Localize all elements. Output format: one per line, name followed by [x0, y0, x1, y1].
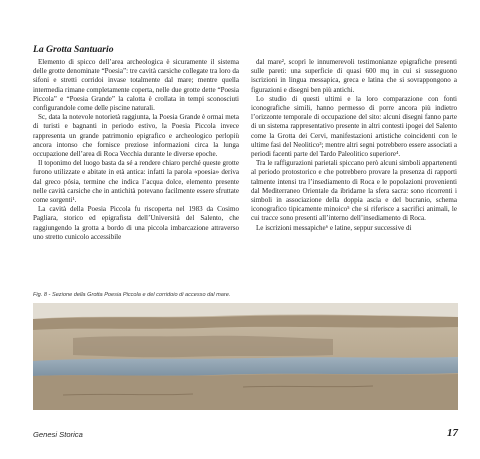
- page-number: 17: [447, 427, 458, 439]
- paragraph: Tra le raffigurazioni parietali spiccano però alcuni simboli appartenenti al periodo protostorico e che potrebbero provare la presenza di rapporti talmente intensi tra l’insediamento di Roca e le popolazioni provenienti dal Mediterraneo Orientale da ibridarne la sfera sacra: sono ricorrenti i simboli in associazione della doppia ascia e del bucranio, schema iconografico tipicamente minoico⁵ che si riferisce a sacrifici animali, le cui tracce sono presenti all’interno dell’insediamento di Roca.: [251, 159, 457, 223]
- right-column: [251, 58, 457, 233]
- journal-name: Genesi Storica: [33, 430, 83, 439]
- paragraph: Il toponimo del luogo basta da sé a rendere chiaro perché queste grotte furono utilizzate e abitate in età antica: infatti la parola «poesia» deriva dal greco pósia, termine che indica l’acqua dolce, elemento presente nelle cavità carsiche che in antichità potevano facilmente essere sfruttate come sorgenti¹.: [33, 159, 239, 205]
- paragraph: Elemento di spicco dell’area archeologica è sicuramente il sistema delle grotte denominate “Poesia”: tre cavità carsiche collegate tra loro da sifoni e stretti corridoi invase totalmente dal mare; mentre quella intermedia rimane completamente coperta, nelle due grotte dette “Poesia Piccola” e “Poesia Grande” la calotta è crollata in tempi sconosciuti configurandole come delle piscine naturali.: [33, 58, 239, 113]
- paragraph: Le iscrizioni messapiche⁶ e latine, seppur successive di: [256, 223, 412, 232]
- paragraph: La cavità della Poesia Piccola fu riscoperta nel 1983 da Cosimo Pagliara, storico ed epigrafista dell’Università del Salento, che raggiungendo la grotta a bordo di una piccola imbarcazione attraverso uno stretto cunicolo accessibile: [33, 205, 239, 241]
- water-channel: [33, 357, 458, 376]
- cave-section-image: [33, 303, 458, 410]
- paragraph: Lo studio di questi ultimi e la loro comparazione con fonti iconografiche simili, hanno permesso di porre ancora più indietro l’orizzonte temporale di occupazione del sito: alcuni disegni fanno parte di un sistema rappresentativo presente in altri contesti ipogei del Salento come la Grotta dei Cervi, manifestazioni artistiche coincidenti con le ultime fasi del Neolitico³; mentre altri segni potrebbero essere associati a periodi facenti parte del Tardo Paleolitico superiore⁴.: [251, 94, 457, 159]
- rock-crack: [243, 386, 373, 387]
- paragraph: dal mare², scoprì le innumerevoli testimonianze epigrafiche presenti sulle pareti: una superficie di quasi 600 mq in cui si susseguono iscrizioni in lingua messapica, greca e latina che si sovrappongono a figurazioni e disegni ben più antichi.: [251, 58, 457, 94]
- rock-crack: [63, 394, 193, 395]
- cave-section-drawing: [33, 303, 458, 410]
- rock-stratum: [73, 336, 333, 357]
- figure-caption: Fig. 8 - Sezione della Grotta Poesia Piccola e del corridoio di accesso dal mare.: [33, 292, 231, 298]
- seabed: [33, 374, 458, 410]
- paragraph: Sc, data la notevole notorietà raggiunta, la Poesia Grande è ormai meta di turisti e bagnanti in periodo estivo, la Poesia Piccola invece rappresenta un grande patrimonio epigrafico e archeologico perlopiù ancora intonso che fornisce preziose informazioni circa la lunga occupazione dell’area di Roca Vecchia durante le diverse epoche.: [33, 113, 239, 159]
- left-column: [33, 58, 239, 242]
- section-heading: La Grotta Santuario: [33, 44, 114, 55]
